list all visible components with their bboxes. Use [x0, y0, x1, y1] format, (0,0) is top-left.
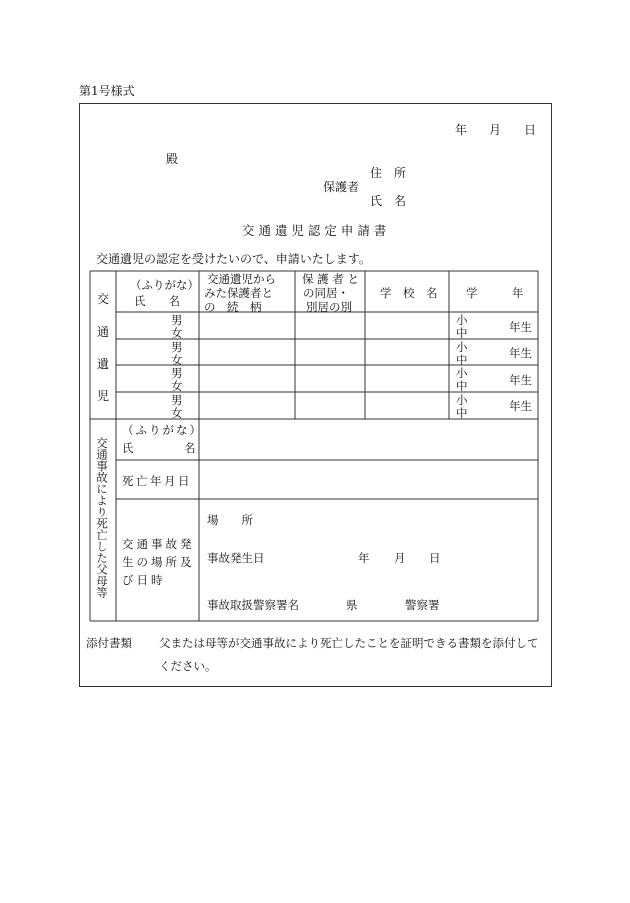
children-side-label-1: 交: [97, 292, 110, 306]
accident-label-2: 生の場所及: [122, 555, 195, 569]
guardian-name-label: 氏 名: [370, 194, 407, 208]
date-day-label: 日: [524, 123, 537, 137]
children-side-label-2: 通: [97, 325, 110, 339]
accident-place-label: 場 所: [207, 513, 253, 527]
header-grade: 学 年: [466, 286, 524, 300]
addressee-suffix: 殿: [166, 152, 179, 166]
row2-sex-male: 男: [171, 340, 183, 354]
police-station-label: 警察署: [405, 598, 440, 612]
children-side-label-4: 児: [97, 389, 110, 403]
row1-sex-female: 女: [171, 326, 183, 340]
parent-furigana-label: （ふりがな）: [122, 423, 203, 437]
parent-name-label-2: 名: [184, 441, 196, 455]
attachment-line-1: 父または母等が交通事故により死亡したことを証明できる書類を添付して: [159, 636, 539, 650]
header-furigana: （ふりがな）: [130, 278, 199, 292]
parent-name-label-1: 氏: [122, 441, 134, 455]
accident-month-label: 月: [394, 551, 406, 565]
row4-level-junior: 中: [456, 406, 468, 420]
row3-sex-female: 女: [171, 379, 183, 393]
header-relationship-1: 交通遺児から: [207, 272, 276, 286]
row3-grade-suffix: 年生: [509, 373, 532, 387]
children-side-label-3: 遺: [97, 357, 110, 371]
accident-year-label: 年: [358, 551, 370, 565]
header-living-1: 保 護 者 と: [302, 272, 359, 286]
guardian-label: 保護者: [323, 180, 360, 194]
row1-level-elementary: 小: [456, 313, 468, 327]
row4-grade-suffix: 年生: [509, 399, 532, 413]
attachment-line-2: ください。: [159, 659, 217, 673]
row2-grade-suffix: 年生: [509, 346, 532, 360]
row4-sex-male: 男: [171, 393, 183, 407]
date-year-label: 年: [455, 123, 468, 137]
row2-level-junior: 中: [456, 353, 468, 367]
header-name: 氏 名: [134, 294, 180, 308]
prefecture-label: 県: [346, 598, 358, 612]
header-living-3: 別居の別: [306, 300, 352, 314]
guardian-address-label: 住 所: [370, 166, 407, 180]
death-date-label: 死亡年月日: [122, 474, 192, 488]
header-living-2: の同居・: [303, 286, 349, 300]
row4-level-elementary: 小: [456, 393, 468, 407]
intro-text: 交通遺児の認定を受けたいので、申請いたします。: [96, 252, 371, 266]
row4-sex-female: 女: [171, 406, 183, 420]
header-school: 学 校 名: [380, 286, 438, 300]
form-number: 第1号様式: [79, 84, 135, 98]
row2-level-elementary: 小: [456, 340, 468, 354]
row3-level-junior: 中: [456, 379, 468, 393]
row2-sex-female: 女: [171, 353, 183, 367]
accident-date-label: 事故発生日: [207, 551, 265, 565]
date-month-label: 月: [489, 123, 502, 137]
police-label: 事故取扱警察署名: [207, 598, 299, 612]
header-relationship-3: の 続 柄: [204, 300, 262, 314]
accident-label-1: 交通事故発: [122, 537, 195, 551]
parent-side-label: 交通事故により死亡した父母等: [95, 437, 109, 598]
header-relationship-2: みた保護者と: [204, 286, 273, 300]
row1-grade-suffix: 年生: [509, 320, 532, 334]
row1-level-junior: 中: [456, 326, 468, 340]
document-title: 交 通 遺 児 認 定 申 請 書: [242, 223, 387, 238]
row1-sex-male: 男: [171, 313, 183, 327]
row3-level-elementary: 小: [456, 366, 468, 380]
row3-sex-male: 男: [171, 366, 183, 380]
accident-label-3: び日時: [122, 573, 166, 587]
attachment-label: 添付書類: [86, 636, 132, 650]
accident-day-label: 日: [429, 551, 441, 565]
